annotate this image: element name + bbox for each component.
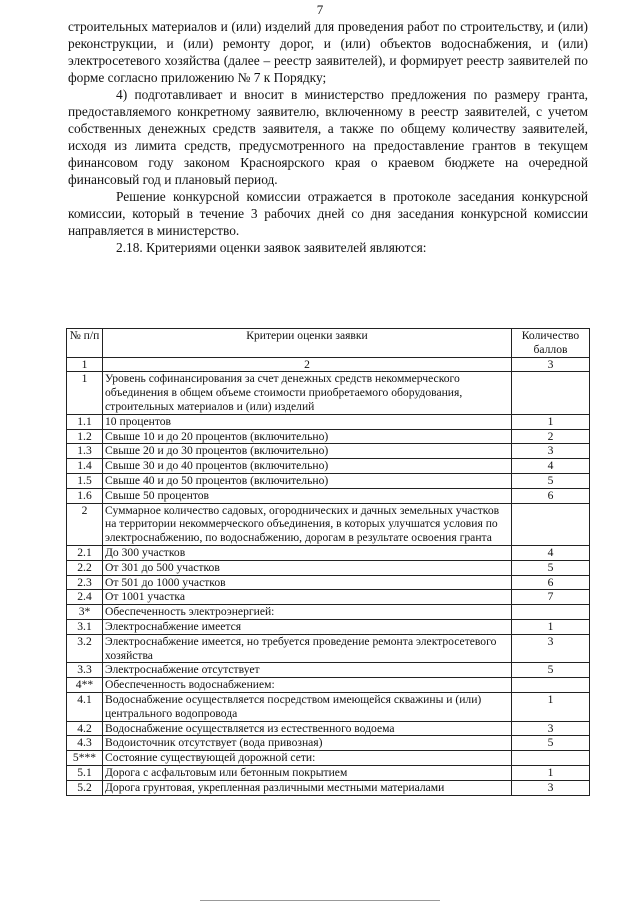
row-number: 4.1 [67, 692, 103, 721]
row-criterion: Водоснабжение осуществляется посредством имеющейся скважины и (или) центрального водопровода [103, 692, 512, 721]
table-header-row [67, 329, 590, 358]
table-row [67, 503, 590, 545]
row-number: 5.2 [67, 780, 103, 795]
row-number: 1.2 [67, 429, 103, 444]
row-criterion: Водоснабжение осуществляется из естественного водоема [103, 721, 512, 736]
row-criterion: Обеспеченность электроэнергией: [103, 605, 512, 620]
table-row [67, 429, 590, 444]
table-index-row [67, 357, 590, 372]
row-criterion: Свыше 30 и до 40 процентов (включительно) [103, 459, 512, 474]
row-criterion: Свыше 10 и до 20 процентов (включительно) [103, 429, 512, 444]
row-criterion: Дорога грунтовая, укрепленная различными местными материалами [103, 780, 512, 795]
table-row [67, 634, 590, 663]
index-cell: 1 [67, 357, 103, 372]
row-score: 5 [512, 736, 590, 751]
row-number: 4** [67, 678, 103, 693]
table-row [67, 721, 590, 736]
header-number: № п/п [67, 329, 103, 358]
header-score: Количество баллов [512, 329, 590, 358]
paragraph: 4) подготавливает и вносит в министерство предложения по размеру гранта, предоставляемого конкретному заявителю, включенному в реестр заявителей, с учетом собственных денежных средств заявителя, а также по общему количеству заявителей, исходя из лимита средств, предусмотренного на предоставление грантов в текущем финансовом году законом Красноярского края о краевом бюджете на очередной финансовый год и плановый период. [68, 87, 588, 187]
row-criterion: 10 процентов [103, 414, 512, 429]
table-row [67, 663, 590, 678]
row-criterion: Свыше 50 процентов [103, 488, 512, 503]
index-cell: 3 [512, 357, 590, 372]
row-score: 1 [512, 619, 590, 634]
table-row [67, 545, 590, 560]
row-number: 2.1 [67, 545, 103, 560]
table-row [67, 692, 590, 721]
row-score: 3 [512, 780, 590, 795]
row-score: 1 [512, 414, 590, 429]
row-score [512, 751, 590, 766]
row-score: 3 [512, 634, 590, 663]
row-criterion: Электроснабжение имеется [103, 619, 512, 634]
table-body [67, 372, 590, 795]
row-score: 6 [512, 575, 590, 590]
row-number: 2 [67, 503, 103, 545]
table-row [67, 736, 590, 751]
row-score: 1 [512, 765, 590, 780]
paragraph: строительных материалов и (или) изделий для проведения работ по строительству, и (или) реконструкции, и (или) ремонту дорог, и (или) объектов водоснабжения, и (или) электросетевого хозяйства (далее – реестр заявителей), и формирует реестр заявителей по форме согласно приложению № 7 к Порядку; [68, 19, 588, 85]
table-row [67, 444, 590, 459]
row-number: 3.2 [67, 634, 103, 663]
table-row [67, 488, 590, 503]
paragraph: Решение конкурсной комиссии отражается в протоколе заседания конкурсной комиссии, который в течение 3 рабочих дней со дня заседания конкурсной комиссии направляется в министерство. [68, 189, 588, 238]
row-score: 5 [512, 473, 590, 488]
row-criterion: От 1001 участка [103, 590, 512, 605]
row-criterion: От 301 до 500 участков [103, 560, 512, 575]
row-number: 5.1 [67, 765, 103, 780]
row-score: 7 [512, 590, 590, 605]
section-heading: 2.18. Критериями оценки заявок заявителей являются: [116, 240, 427, 255]
row-number: 3.1 [67, 619, 103, 634]
table-row [67, 575, 590, 590]
row-number: 3.3 [67, 663, 103, 678]
row-criterion: От 501 до 1000 участков [103, 575, 512, 590]
table-row [67, 765, 590, 780]
table-row [67, 459, 590, 474]
row-score: 5 [512, 560, 590, 575]
table-row [67, 619, 590, 634]
row-criterion: Дорога с асфальтовым или бетонным покрытием [103, 765, 512, 780]
table-row [67, 473, 590, 488]
row-score: 6 [512, 488, 590, 503]
row-score: 5 [512, 663, 590, 678]
row-score [512, 372, 590, 414]
row-number: 1.3 [67, 444, 103, 459]
table-row [67, 560, 590, 575]
footer-divider [200, 900, 440, 901]
header-criterion: Критерии оценки заявки [103, 329, 512, 358]
row-score: 4 [512, 459, 590, 474]
row-number: 3* [67, 605, 103, 620]
row-number: 1.1 [67, 414, 103, 429]
row-number: 2.2 [67, 560, 103, 575]
row-criterion: Суммарное количество садовых, огороднических и дачных земельных участков на территории некоммерческого объединения, в которых улучшатся условия по электроснабжению, по водоснабжению, дорогам в результате освоения гранта [103, 503, 512, 545]
row-number: 1.4 [67, 459, 103, 474]
row-score: 3 [512, 444, 590, 459]
table-row [67, 751, 590, 766]
row-criterion: Обеспеченность водоснабжением: [103, 678, 512, 693]
row-criterion: Уровень софинансирования за счет денежных средств некоммерческого объединения в общем объеме стоимости приобретаемого оборудования, строительных материалов и (или) изделий [103, 372, 512, 414]
row-number: 1.6 [67, 488, 103, 503]
criteria-table [66, 328, 590, 796]
index-cell: 2 [103, 357, 512, 372]
table-row [67, 678, 590, 693]
row-score: 1 [512, 692, 590, 721]
row-criterion: До 300 участков [103, 545, 512, 560]
row-number: 1 [67, 372, 103, 414]
table-row [67, 780, 590, 795]
row-criterion: Электроснабжение имеется, но требуется проведение ремонта электросетевого хозяйства [103, 634, 512, 663]
row-number: 4.3 [67, 736, 103, 751]
row-score: 2 [512, 429, 590, 444]
table-row [67, 590, 590, 605]
row-criterion: Водоисточник отсутствует (вода привозная) [103, 736, 512, 751]
table-row [67, 414, 590, 429]
body-text [68, 18, 588, 256]
table-row [67, 372, 590, 414]
row-score: 3 [512, 721, 590, 736]
row-criterion: Электроснабжение отсутствует [103, 663, 512, 678]
page-number: 7 [316, 2, 324, 17]
table-row [67, 605, 590, 620]
row-number: 2.4 [67, 590, 103, 605]
row-number: 4.2 [67, 721, 103, 736]
row-criterion: Свыше 20 и до 30 процентов (включительно) [103, 444, 512, 459]
row-number: 5*** [67, 751, 103, 766]
row-score [512, 605, 590, 620]
row-score [512, 678, 590, 693]
row-criterion: Свыше 40 и до 50 процентов (включительно) [103, 473, 512, 488]
row-score: 4 [512, 545, 590, 560]
row-number: 1.5 [67, 473, 103, 488]
row-score [512, 503, 590, 545]
row-number: 2.3 [67, 575, 103, 590]
row-criterion: Состояние существующей дорожной сети: [103, 751, 512, 766]
